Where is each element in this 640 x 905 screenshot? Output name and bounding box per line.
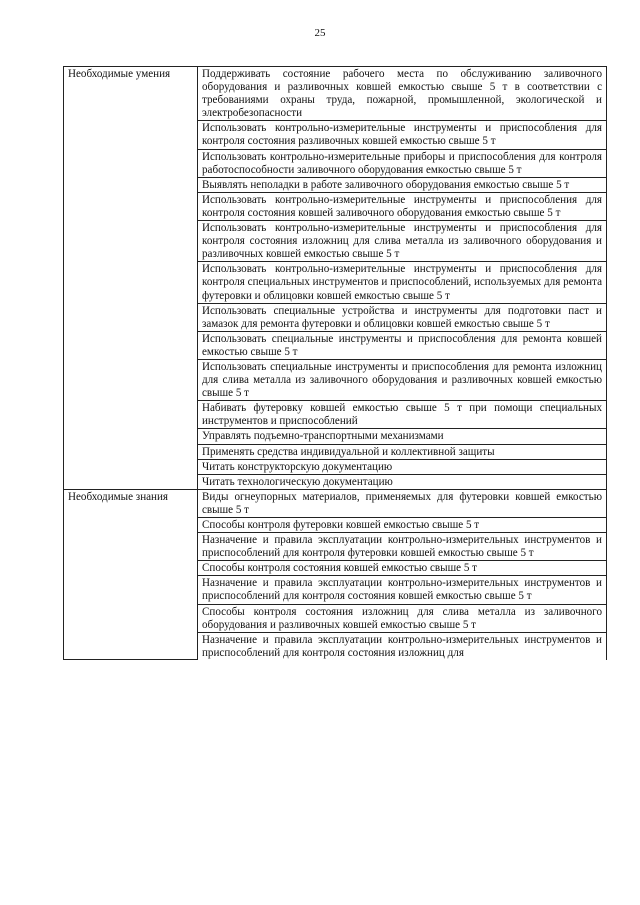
- table-cell-item: Выявлять неполадки в работе заливочного оборудования емкостью свыше 5 т: [198, 177, 607, 192]
- table-cell-item: Набивать футеровку ковшей емкостью свыше 5 т при помощи специальных инструментов и приспособлений: [198, 401, 607, 429]
- section-label: Необходимые умения: [64, 67, 198, 490]
- table-cell-item: Способы контроля футеровки ковшей емкостью свыше 5 т: [198, 518, 607, 533]
- table-cell-item: Использовать контрольно-измерительные инструменты и приспособления для контроля состояния ковшей заливочного оборудования емкостью свыше 5 т: [198, 192, 607, 220]
- section-label: Необходимые знания: [64, 489, 198, 660]
- table-cell-item: Способы контроля состояния изложниц для слива металла из заливочного оборудования и разливочных ковшей емкостью свыше 5 т: [198, 604, 607, 632]
- table-cell-item: Использовать контрольно-измерительные инструменты и приспособления для контроля специальных инструментов и приспособлений, используемых для ремонта футеровки и облицовки ковшей емкостью свыше 5 т: [198, 262, 607, 303]
- table-cell-item: Поддерживать состояние рабочего места по обслуживанию заливочного оборудования и разливочных ковшей емкостью свыше 5 т в соответствии с требованиями охраны труда, пожарной, промышленной, экологической и электробезопасности: [198, 67, 607, 121]
- table-cell-item: Использовать контрольно-измерительные инструменты и приспособления для контроля состояния изложниц для слива металла из заливочного оборудования и разливочных ковшей емкостью свыше 5 т: [198, 221, 607, 262]
- table-cell-item: Использовать специальные инструменты и приспособления для ремонта изложниц для слива металла из заливочного оборудования и разливочных ковшей емкостью свыше 5 т: [198, 359, 607, 400]
- requirements-table-body: [64, 67, 607, 660]
- table-cell-item: Применять средства индивидуальной и коллективной защиты: [198, 444, 607, 459]
- table-cell-item: Назначение и правила эксплуатации контрольно-измерительных инструментов и приспособлений для контроля состояния ковшей емкостью свыше 5 т: [198, 576, 607, 604]
- table-cell-item: Способы контроля состояния ковшей емкостью свыше 5 т: [198, 561, 607, 576]
- table-cell-item: Использовать специальные инструменты и приспособления для ремонта ковшей емкостью свыше 5 т: [198, 331, 607, 359]
- table-cell-item: Виды огнеупорных материалов, применяемых для футеровки ковшей емкостью свыше 5 т: [198, 489, 607, 517]
- table-cell-item: Использовать контрольно-измерительные приборы и приспособления для контроля работоспособности заливочного оборудования емкостью свыше 5 т: [198, 149, 607, 177]
- table-cell-item: Назначение и правила эксплуатации контрольно-измерительных инструментов и приспособлений для контроля состояния изложниц для: [198, 632, 607, 660]
- table-cell-item: Использовать специальные устройства и инструменты для подготовки паст и замазок для ремонта футеровки и облицовки ковшей емкостью свыше 5 т: [198, 303, 607, 331]
- table-cell-item: Читать конструкторскую документацию: [198, 459, 607, 474]
- table-cell-item: Читать технологическую документацию: [198, 474, 607, 489]
- requirements-table: [63, 66, 607, 660]
- table-row: [64, 67, 607, 121]
- table-row: [64, 489, 607, 517]
- table-cell-item: Использовать контрольно-измерительные инструменты и приспособления для контроля состояния разливочных ковшей емкостью свыше 5 т: [198, 121, 607, 149]
- page-number: 25: [314, 27, 326, 39]
- table-cell-item: Назначение и правила эксплуатации контрольно-измерительных инструментов и приспособлений для контроля футеровки ковшей емкостью свыше 5 т: [198, 533, 607, 561]
- table-cell-item: Управлять подъемно-транспортными механизмами: [198, 429, 607, 444]
